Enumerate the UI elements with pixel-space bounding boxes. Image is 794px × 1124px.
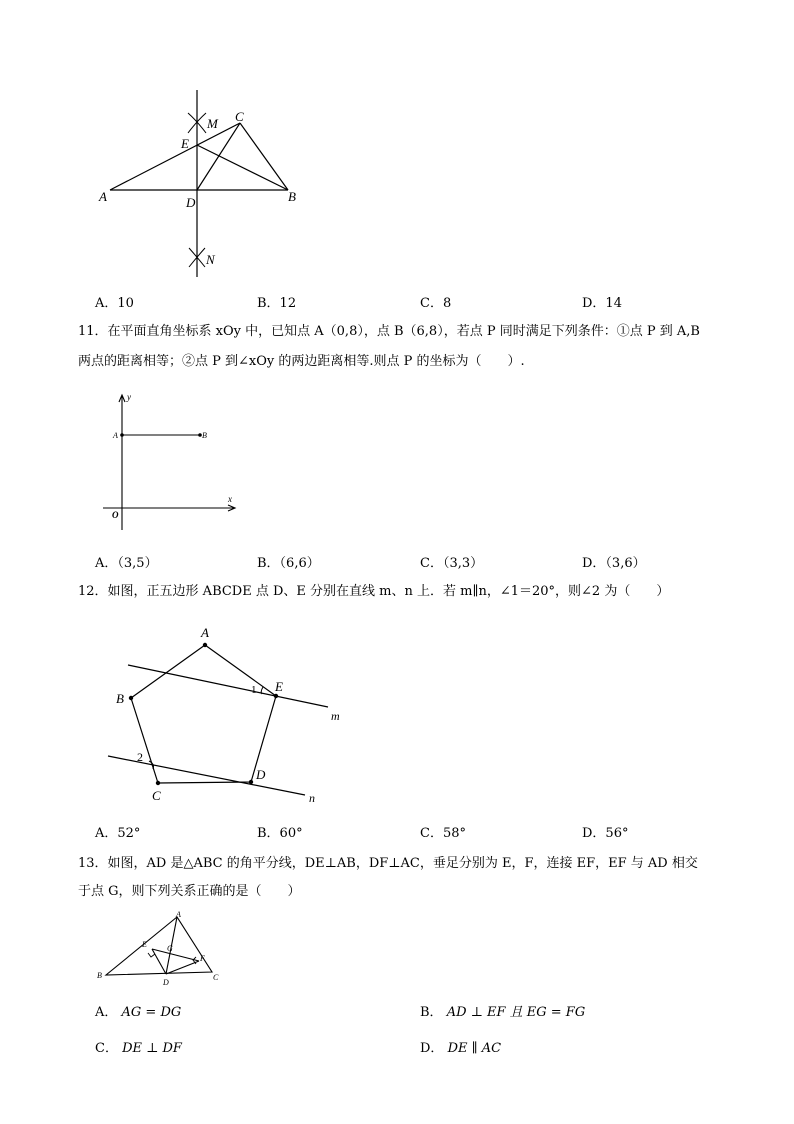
q11-label-x: x bbox=[228, 494, 232, 504]
q10-side-cb bbox=[240, 123, 288, 190]
q12-label-d: D bbox=[256, 767, 266, 782]
q10-segment-dc bbox=[197, 123, 240, 190]
q10-label-m: M bbox=[207, 116, 218, 131]
q12-option-b[interactable]: B．60° bbox=[257, 826, 303, 841]
q13-label-d: D bbox=[163, 978, 169, 987]
q11-text-line1: 11．在平面直角坐标系 xOy 中，已知点 A（0,8），点 B（6,8），若点 P 同时满足下列条件：①点 P 到 A,B bbox=[78, 324, 700, 339]
q13-option-d[interactable] bbox=[420, 1037, 501, 1056]
q13-label-c: C bbox=[213, 973, 219, 982]
q12-point-a bbox=[203, 643, 207, 647]
q13-option-a[interactable] bbox=[95, 1001, 181, 1020]
q12-label-e: E bbox=[275, 679, 283, 694]
q10-option-a[interactable]: A．10 bbox=[95, 296, 134, 311]
q12-text: 12．如图，正五边形 ABCDE 点 D、E 分别在直线 m、n 上．若 m∥n，∠1＝20°，则∠2 为（ ） bbox=[78, 584, 670, 599]
q12-point-d bbox=[249, 780, 253, 784]
q12-label-angle1: 1 bbox=[251, 684, 257, 696]
q11-option-b[interactable]: B．（6,6） bbox=[257, 556, 320, 571]
q13-segment-ef bbox=[152, 949, 199, 961]
q10-label-e: E bbox=[181, 136, 189, 151]
q13-label-g: G bbox=[167, 944, 173, 953]
q10-segment-eb bbox=[197, 145, 288, 190]
q13-option-a-letter: A． bbox=[95, 1005, 118, 1020]
q10-figure bbox=[90, 85, 320, 285]
q10-option-d[interactable]: D．14 bbox=[582, 296, 622, 311]
q13-segment-de bbox=[152, 949, 166, 974]
q13-option-c-math: DE ⊥ DF bbox=[122, 1041, 182, 1056]
q13-label-e: E bbox=[142, 940, 147, 949]
q11-label-o: O bbox=[112, 510, 119, 520]
q13-option-b-letter: B． bbox=[420, 1005, 443, 1020]
q12-point-e bbox=[274, 694, 278, 698]
q13-label-f: F bbox=[200, 954, 205, 963]
q12-option-c[interactable]: C．58° bbox=[420, 826, 466, 841]
q10-option-b[interactable]: B．12 bbox=[257, 296, 297, 311]
q11-option-c[interactable]: C．（3,3） bbox=[420, 556, 484, 571]
q12-pentagon bbox=[131, 645, 276, 783]
q12-label-n: n bbox=[309, 791, 315, 805]
q12-label-b: B bbox=[116, 691, 124, 706]
q13-option-b-math: AD ⊥ EF 且 EG = FG bbox=[446, 1005, 586, 1020]
q12-label-m: m bbox=[331, 709, 340, 723]
q11-figure bbox=[100, 390, 250, 535]
q10-option-c[interactable]: C．8 bbox=[420, 296, 452, 311]
q10-label-n: N bbox=[206, 252, 215, 267]
q13-figure bbox=[92, 910, 232, 990]
q11-label-y: y bbox=[127, 392, 131, 402]
q13-triangle-abc bbox=[106, 917, 212, 975]
q13-text-line1: 13．如图，AD 是△ABC 的角平分线，DE⊥AB，DF⊥AC，垂足分别为 E，F，连接 EF，EF 与 AD 相交 bbox=[78, 856, 698, 871]
q13-option-d-letter: D． bbox=[420, 1041, 444, 1056]
q11-text-line2: 两点的距离相等；②点 P 到∠xOy 的两边距离相等.则点 P 的坐标为（ ）. bbox=[78, 354, 525, 369]
q12-label-c: C bbox=[152, 788, 161, 803]
q11-option-d[interactable]: D．（3,6） bbox=[582, 556, 646, 571]
q12-option-a[interactable]: A．52° bbox=[95, 826, 141, 841]
q10-label-d: D bbox=[186, 195, 196, 210]
q10-label-a: A bbox=[99, 189, 107, 204]
q12-line-m bbox=[128, 665, 328, 707]
q13-option-a-math: AG = DG bbox=[121, 1005, 182, 1020]
q12-figure bbox=[100, 620, 350, 810]
q12-point-c bbox=[156, 781, 160, 785]
q10-label-c: C bbox=[235, 109, 244, 124]
q13-option-d-math: DE ∥ AC bbox=[447, 1041, 502, 1056]
q13-text-line2: 于点 G，则下列关系正确的是（ ） bbox=[78, 884, 301, 899]
q11-label-b: B bbox=[202, 431, 207, 440]
q12-label-angle2: 2 bbox=[137, 750, 143, 764]
q12-option-d[interactable]: D．56° bbox=[582, 826, 629, 841]
q13-label-b: B bbox=[97, 971, 102, 980]
q11-point-a bbox=[120, 433, 124, 437]
q11-label-a: A bbox=[113, 431, 118, 440]
q12-label-a: A bbox=[201, 625, 209, 640]
q10-label-b: B bbox=[288, 189, 296, 204]
q13-option-c[interactable] bbox=[95, 1037, 182, 1056]
q13-label-a: A bbox=[176, 910, 181, 919]
q13-option-c-letter: C． bbox=[95, 1041, 118, 1056]
q13-option-b[interactable] bbox=[420, 1001, 585, 1020]
q12-point-b bbox=[129, 696, 133, 700]
q11-option-a[interactable]: A．（3,5） bbox=[95, 556, 158, 571]
